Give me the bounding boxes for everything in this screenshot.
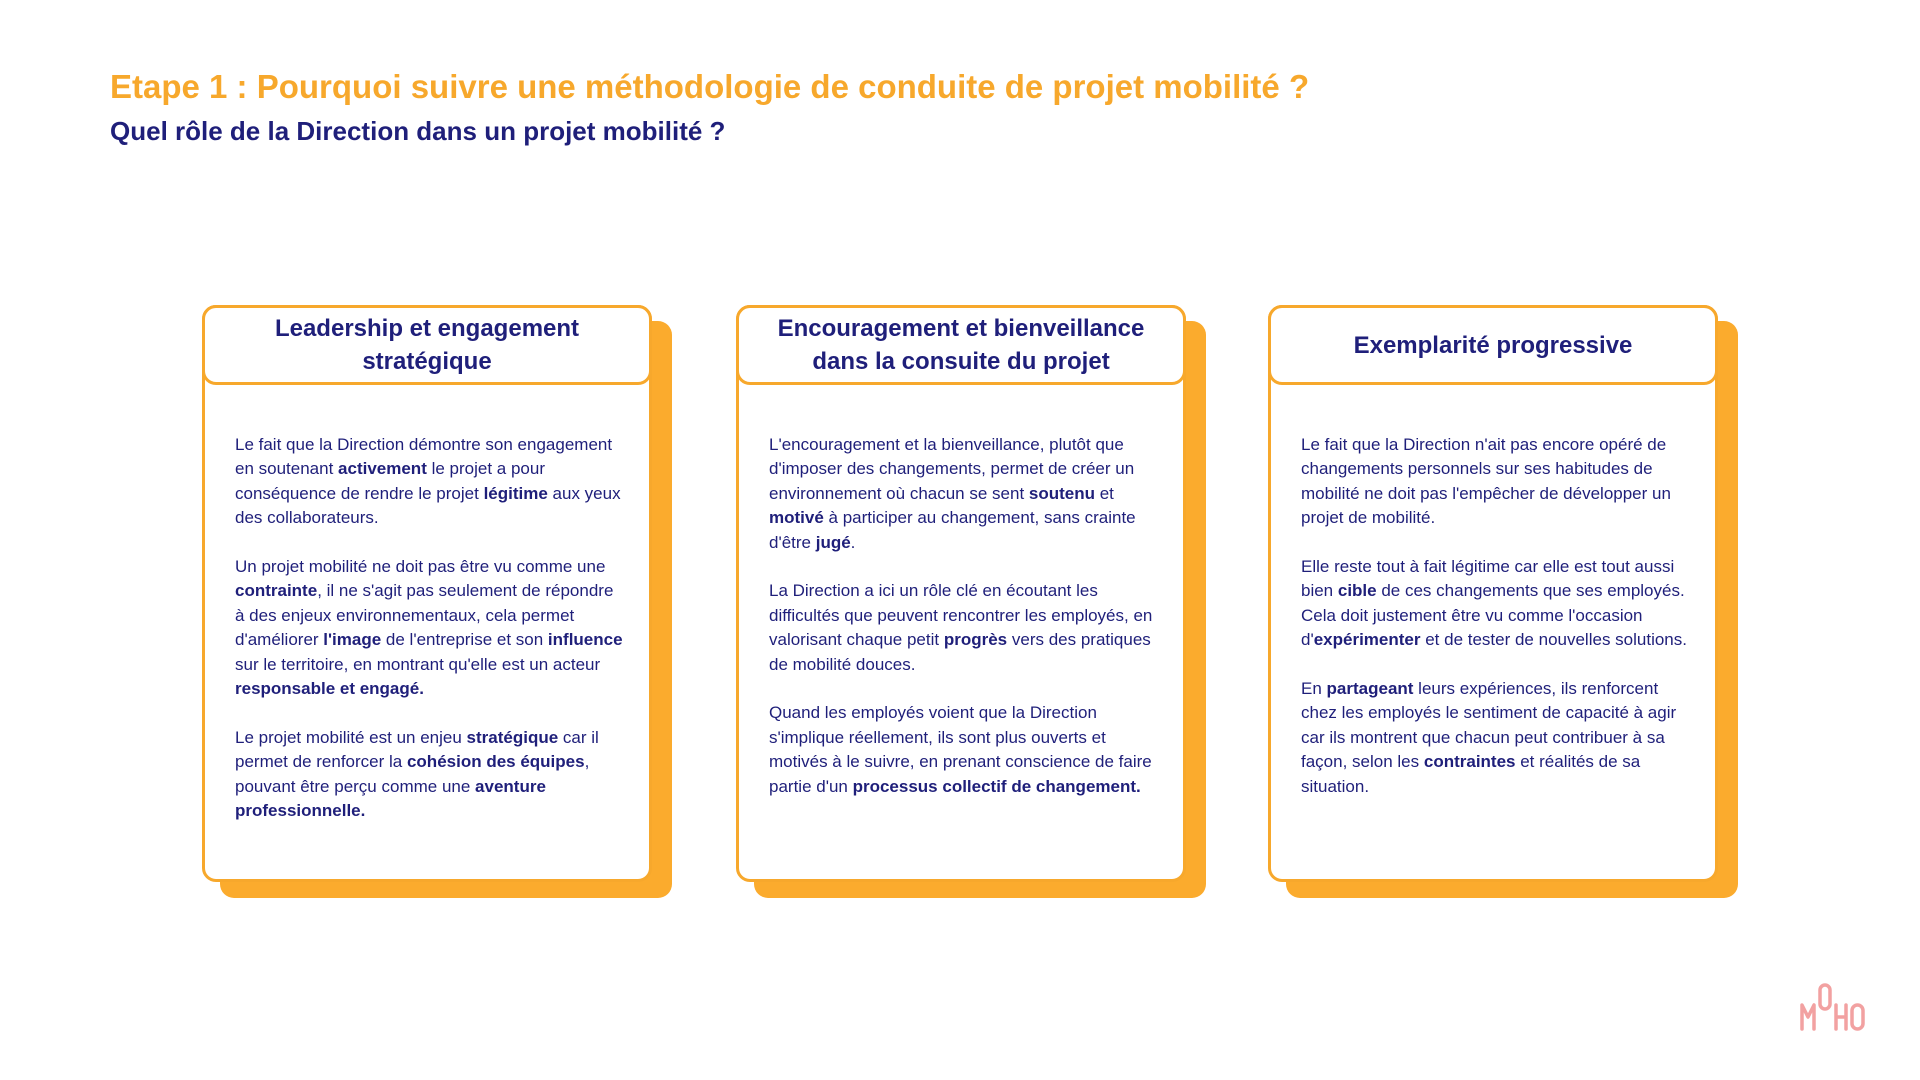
emphasis-text: contraintes xyxy=(1423,752,1516,772)
page-subtitle: Quel rôle de la Direction dans un projet mobilité ? xyxy=(110,116,726,146)
card-encouragement xyxy=(736,305,1186,882)
emphasis-text: aventure professionnelle. xyxy=(235,776,546,821)
emphasis-text: influence xyxy=(547,630,623,650)
body-text: et réalités de sa situation. xyxy=(1301,752,1641,796)
card-paragraph xyxy=(1301,433,1691,531)
body-text: et de tester de nouvelles solutions. xyxy=(1420,630,1687,650)
emphasis-text: contrainte xyxy=(235,581,318,601)
moho-logo xyxy=(1798,975,1868,1035)
card-title: Encouragement et bienveillance dans la consuite du projet xyxy=(736,305,1186,385)
body-text: Elle reste tout à fait légitime car elle est tout aussi bien xyxy=(1301,557,1675,601)
body-text: , il ne s'agit pas seulement de répondre à des enjeux environnementaux, cela permet d'améliorer xyxy=(235,581,614,650)
emphasis-text: processus collectif de changement. xyxy=(852,776,1141,796)
emphasis-text: l'image xyxy=(323,630,382,650)
body-text: le projet a pour conséquence de rendre le projet xyxy=(235,459,545,503)
emphasis-text: cible xyxy=(1337,581,1377,601)
card-title: Leadership et engagement stratégique xyxy=(202,305,652,385)
card-paragraph xyxy=(1301,555,1691,653)
card-paragraph xyxy=(769,701,1159,799)
body-text: de l'entreprise et son xyxy=(381,630,548,650)
body-text: leurs expériences, ils renforcent chez les employés le sentiment de capacité à agir car ils montrent que chacun peut contribuer à sa façon, selon les xyxy=(1301,679,1677,772)
body-text: Le fait que la Direction n'ait pas encore opéré de changements personnels sur ses habitudes de mobilité ne doit pas l'empêcher de développer un projet de mobilité. xyxy=(1301,435,1671,528)
card-paragraph xyxy=(1301,677,1691,799)
card-text xyxy=(769,433,1159,823)
body-text: L'encouragement et la bienveillance, plutôt que d'imposer des changements, permet de créer un environnement où chacun se sent xyxy=(769,435,1135,503)
body-text: et xyxy=(1095,483,1114,503)
emphasis-text: partageant xyxy=(1326,679,1414,699)
card-paragraph xyxy=(235,726,625,824)
card-paragraph xyxy=(235,555,625,701)
emphasis-text: progrès xyxy=(943,630,1008,650)
card-exemplarity xyxy=(1268,305,1718,882)
body-text: de ces changements que ses employés. Cela doit justement être vu comme l'occasion d' xyxy=(1301,581,1685,650)
emphasis-text: soutenu xyxy=(1028,483,1095,503)
body-text: Le projet mobilité est un enjeu xyxy=(235,727,467,747)
emphasis-text: légitime xyxy=(483,483,548,503)
emphasis-text: expérimenter xyxy=(1313,630,1421,650)
emphasis-text: activement xyxy=(338,459,427,479)
body-text: aux yeux des collaborateurs. xyxy=(235,483,621,528)
body-text: à participer au changement, sans crainte d'être xyxy=(769,508,1136,552)
emphasis-text: cohésion des équipes xyxy=(406,752,585,772)
card-leadership xyxy=(202,305,652,882)
body-text: En xyxy=(1301,679,1327,699)
emphasis-text: jugé xyxy=(815,532,851,552)
body-text: sur le territoire, en montrant qu'elle est un acteur xyxy=(235,654,601,674)
body-text: La Direction a ici un rôle clé en écoutant les difficultés que peuvent rencontrer les employés, en valorisant chaque petit xyxy=(769,581,1153,650)
card-text xyxy=(1301,433,1691,823)
card-paragraph xyxy=(235,433,625,531)
card-title: Exemplarité progressive xyxy=(1268,305,1718,385)
page-title: Etape 1 : Pourquoi suivre une méthodologie de conduite de projet mobilité ? xyxy=(110,68,1310,105)
emphasis-text: motivé xyxy=(769,508,824,528)
body-text: Un projet mobilité ne doit pas être vu comme une xyxy=(235,557,606,577)
emphasis-text: stratégique xyxy=(466,727,559,747)
card-paragraph xyxy=(769,433,1159,555)
body-text: , pouvant être perçu comme une xyxy=(235,752,590,796)
emphasis-text: responsable et engagé. xyxy=(235,679,424,699)
body-text: vers des pratiques de mobilité douces. xyxy=(769,630,1151,674)
body-text: . xyxy=(850,532,856,552)
body-text: Le fait que la Direction démontre son engagement en soutenant xyxy=(235,435,613,479)
card-text xyxy=(235,433,625,848)
card-paragraph xyxy=(769,579,1159,677)
body-text: Quand les employés voient que la Direction s'implique réellement, ils sont plus ouverts et motivés à le suivre, en prenant conscience de faire partie d'un xyxy=(769,703,1152,796)
body-text: car il permet de renforcer la xyxy=(235,727,599,772)
